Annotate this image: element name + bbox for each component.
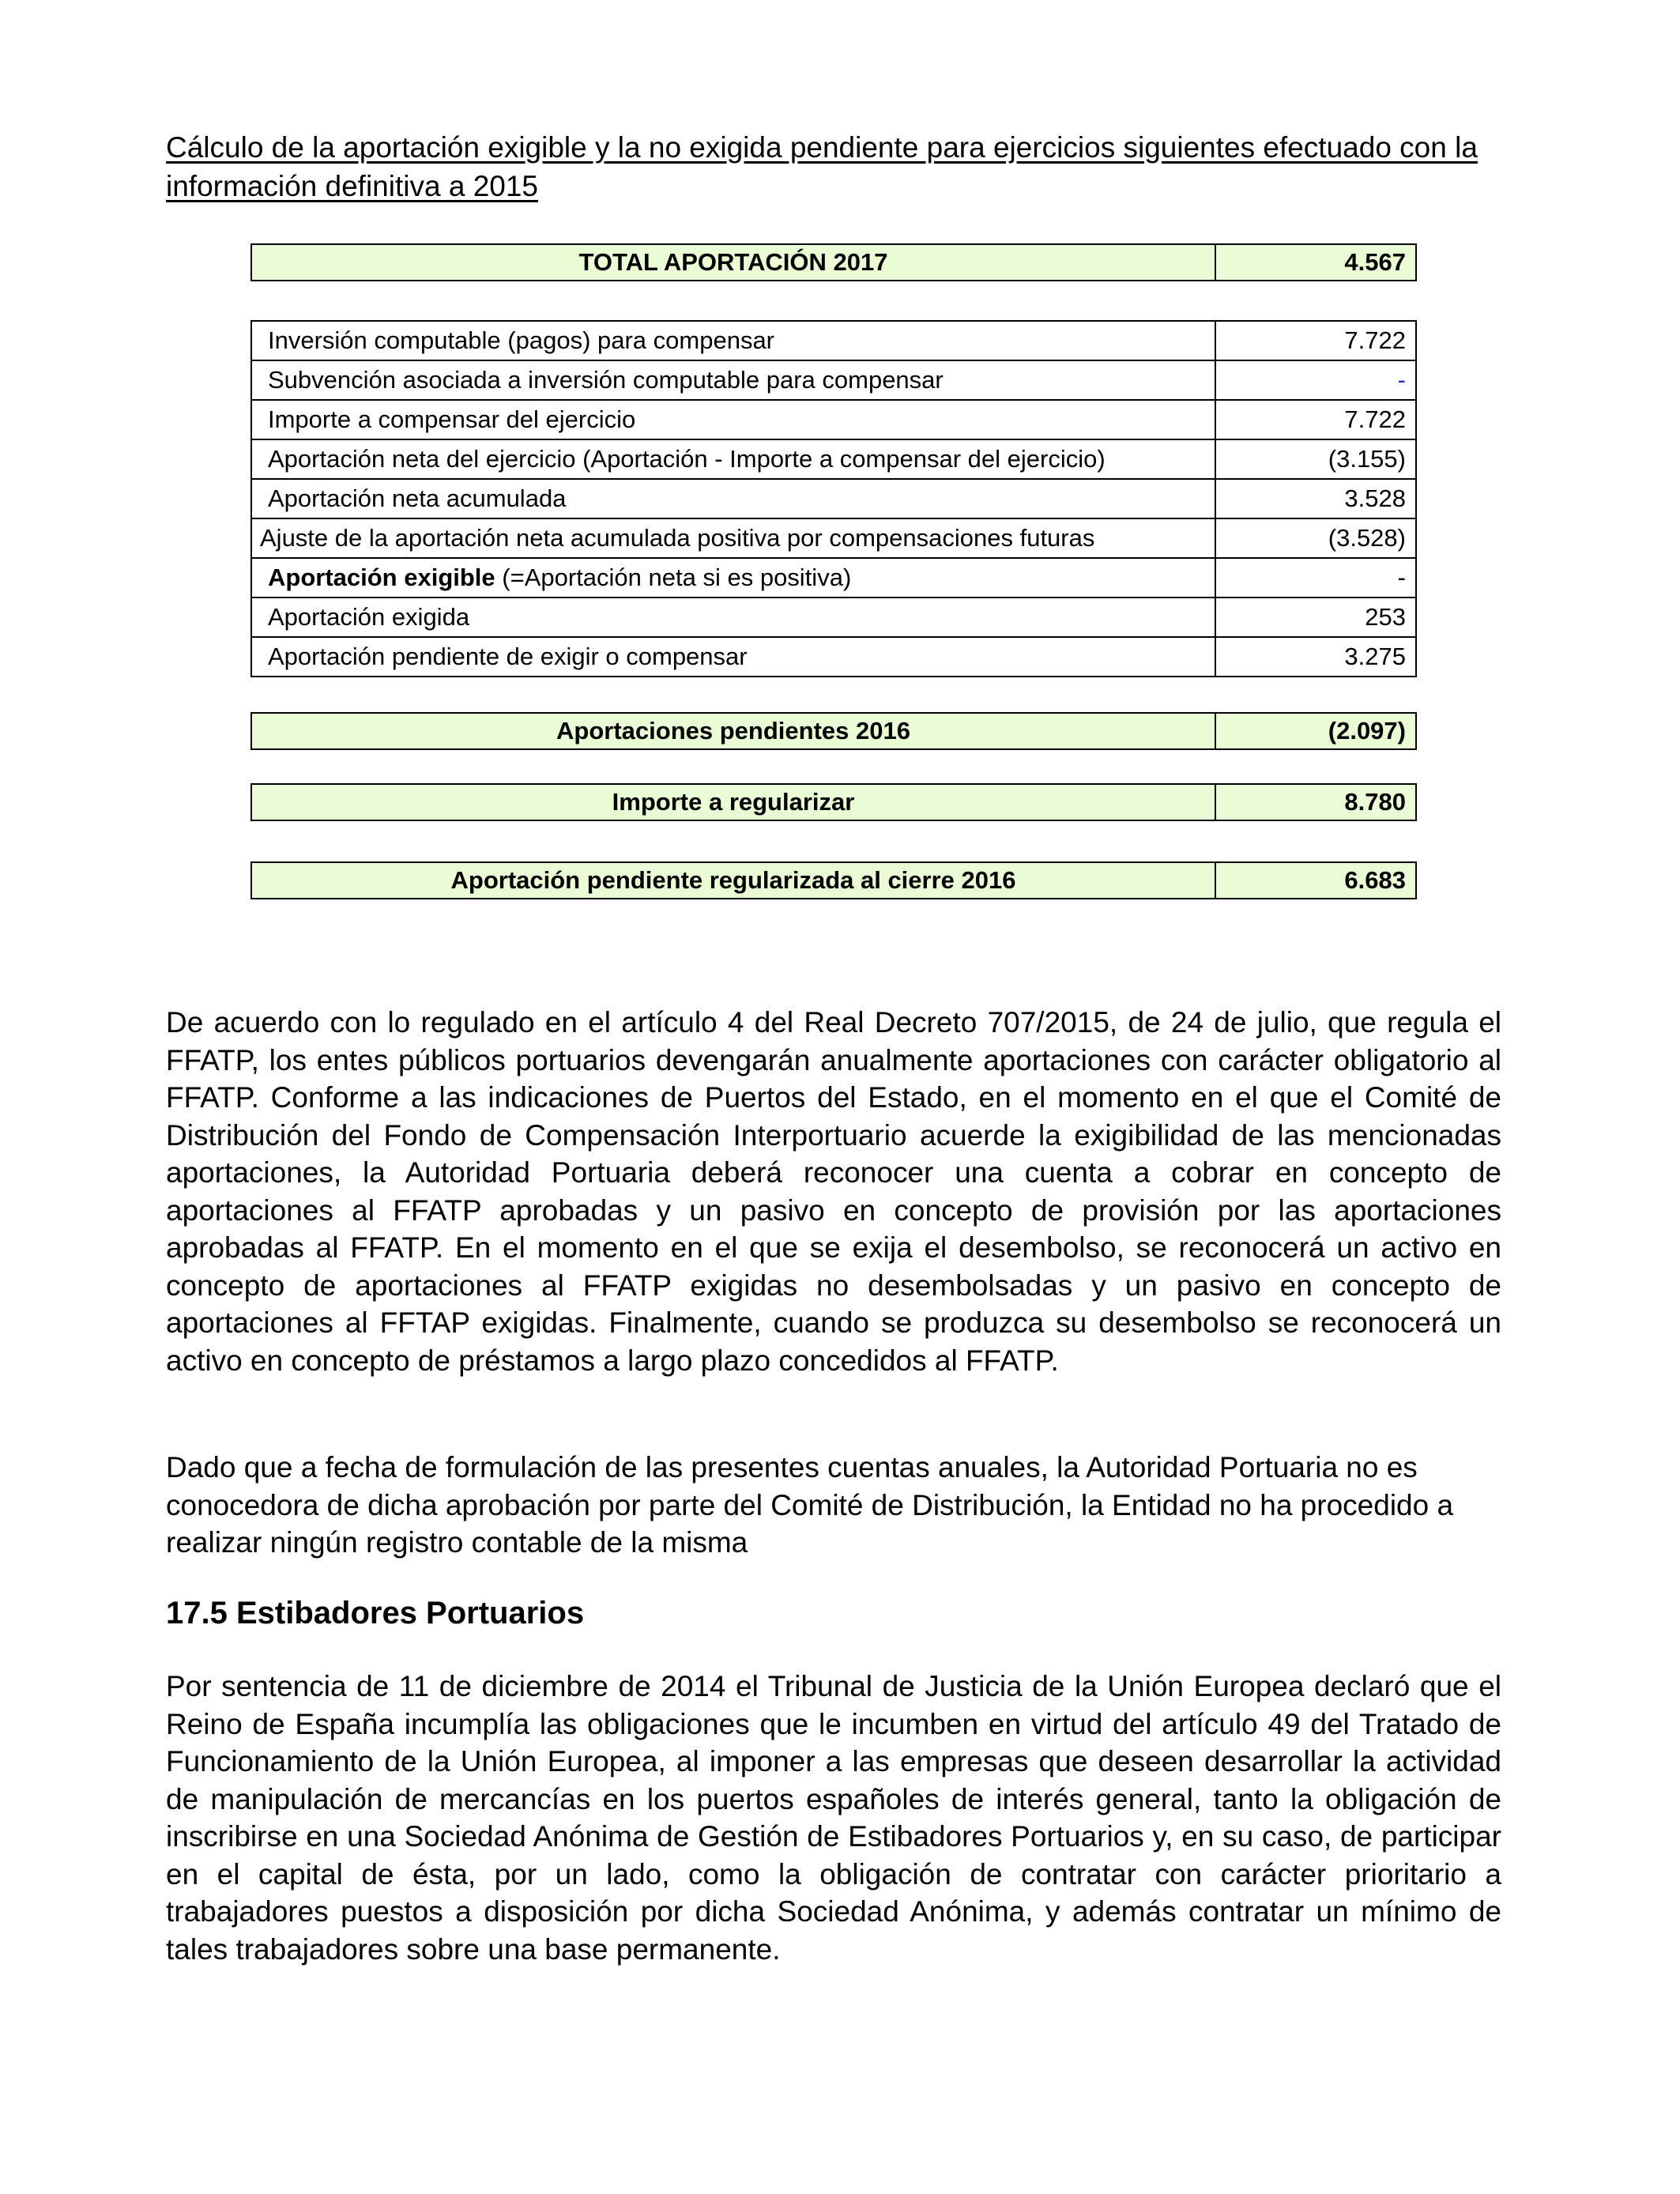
paragraph-sentencia: Por sentencia de 11 de diciembre de 2014 el Tribunal de Justicia de la Unión Europea declaró que el Reino de España incumplía las obligaciones que le incumben en virtud del artículo 49 del Tratado de Funcionamiento de la Unión Europea, al imponer a las empresas que deseen desarrollar la actividad de manipulación de mercancías en los puertos españoles de interés general, tanto la obligación de inscribirse en una Sociedad Anónima de Gestión de Estibadores Portuarios y, en su caso, de participar en el capital de ésta, por un lado, como la obligación de contratar con carácter prioritario a trabajadores puestos a disposición por dicha Sociedad Anónima, y además contratar un mínimo de tales trabajadores sobre una base permanente. [166,1670,1501,1966]
row-value: 3.275 [1215,637,1416,677]
row-label: Importe a compensar del ejercicio [251,400,1215,439]
total-aportacion-box [250,243,1417,281]
table-row [251,439,1416,479]
regularize-label: Importe a regularizar [251,784,1215,820]
row-label [251,558,1215,598]
pending-2016-box [250,712,1417,750]
pending-2016-value: (2.097) [1215,713,1416,749]
row-label-rest: (=Aportación neta si es positiva) [495,564,852,591]
row-label: Aportación neta del ejercicio (Aportación - Importe a compensar del ejercicio) [251,439,1215,479]
table-row [251,479,1416,518]
row-label: Aportación exigida [251,598,1215,637]
row-label-bold: Aportación exigible [268,564,495,591]
table-row [251,400,1416,439]
table-row [251,518,1416,558]
total-aportacion-label: TOTAL APORTACIÓN 2017 [251,244,1215,281]
table-row [251,360,1416,400]
total-aportacion-value: 4.567 [1215,244,1416,281]
row-value: 7.722 [1215,321,1416,360]
row-label: Inversión computable (pagos) para compensar [251,321,1215,360]
regularized-pending-value: 6.683 [1215,862,1416,899]
row-value: (3.528) [1215,518,1416,558]
pending-2016-label: Aportaciones pendientes 2016 [251,713,1215,749]
section-title: 17.5 Estibadores Portuarios [166,1596,585,1630]
row-value: 7.722 [1215,400,1416,439]
row-label: Aportación pendiente de exigir o compensar [251,637,1215,677]
row-label: Subvención asociada a inversión computable para compensar [251,360,1215,400]
detail-table [250,320,1417,677]
row-value: 3.528 [1215,479,1416,518]
table-row [251,321,1416,360]
table-row [251,598,1416,637]
regularize-box [250,783,1417,821]
row-value: 253 [1215,598,1416,637]
row-value: (3.155) [1215,439,1416,479]
row-label: Aportación neta acumulada [251,479,1215,518]
regularized-pending-box [250,861,1417,899]
paragraph-ffatp: De acuerdo con lo regulado en el artículo 4 del Real Decreto 707/2015, de 24 de julio, que regula el FFATP, los entes públicos portuarios devengarán anualmente aportaciones con carácter obligatorio al FFATP. Conforme a las indicaciones de Puertos del Estado, en el momento en el que el Comité de Distribución del Fondo de Compensación Interportuario acuerde la exigibilidad de las mencionadas aportaciones, la Autoridad Portuaria deberá reconocer una cuenta a cobrar en concepto de aportaciones al FFATP aprobadas y un pasivo en concepto de provisión por las aportaciones aprobadas al FFATP. En el momento en el que se exija el desembolso, se reconocerá un activo en concepto de aportaciones al FFATP exigidas no desembolsadas y un pasivo en concepto de aportaciones al FFTAP exigidas. Finalmente, cuando se produzca su desembolso se reconocerá un activo en concepto de préstamos a largo plazo concedidos al FFATP. [166,1006,1501,1377]
paragraph-formulacion: Dado que a fecha de formulación de las presentes cuentas anuales, la Autoridad Portuaria no es conocedora de dicha aprobación por parte del Comité de Distribución, la Entidad no ha procedido a realizar ningún registro contable de la misma [166,1451,1454,1559]
row-value: - [1215,558,1416,598]
row-value: - [1215,360,1416,400]
row-label: Ajuste de la aportación neta acumulada positiva por compensaciones futuras [251,518,1215,558]
table-row [251,637,1416,677]
regularize-value: 8.780 [1215,784,1416,820]
page-heading: Cálculo de la aportación exigible y la no exigida pendiente para ejercicios siguientes efectuado con la información definitiva a 2015 [166,131,1478,202]
table-row [251,558,1416,598]
regularized-pending-label: Aportación pendiente regularizada al cierre 2016 [251,862,1215,899]
